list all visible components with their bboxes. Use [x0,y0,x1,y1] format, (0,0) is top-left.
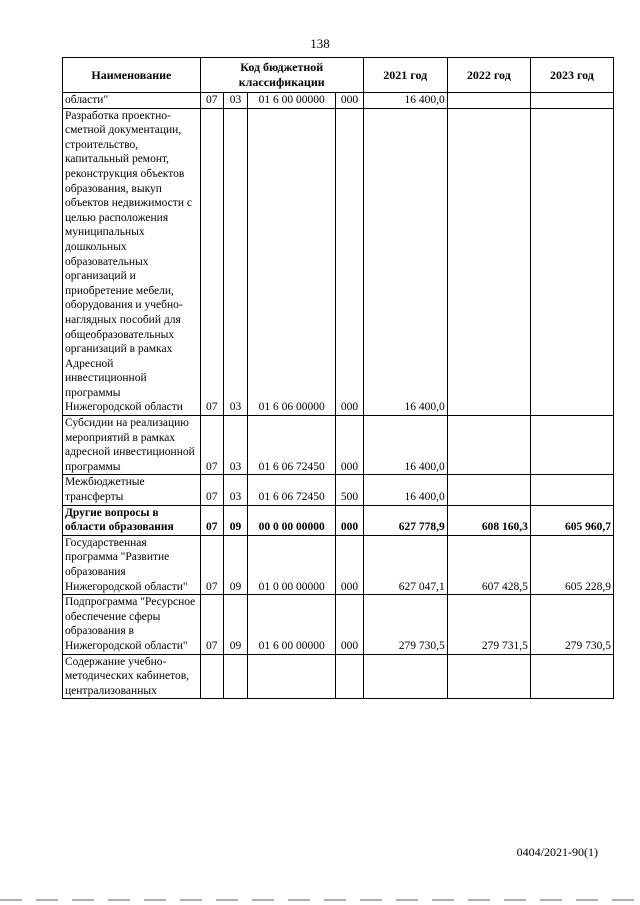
cell-2023: 605 228,9 [530,535,613,594]
cell-section: 07 [200,93,223,109]
header-2021: 2021 год [363,58,447,93]
cell-target-article: 01 6 00 00000 [248,93,336,109]
table-row [63,654,614,699]
cell-subsection: 03 [223,93,247,109]
table-row [63,475,614,505]
cell-name: области" [63,93,201,109]
scan-artifact-line [0,899,640,901]
cell-2023 [530,416,613,475]
table-body [63,93,614,699]
cell-2021 [363,654,447,699]
cell-2021: 279 730,5 [363,595,447,654]
cell-section: 07 [200,535,223,594]
cell-2022 [447,93,530,109]
cell-section [200,654,223,699]
cell-2023: 605 960,7 [530,505,613,535]
cell-expense-type: 000 [336,595,363,654]
cell-2022 [447,108,530,415]
table-row [63,108,614,415]
header-name: Наименование [63,58,201,93]
header-2022: 2022 год [447,58,530,93]
cell-2022 [447,416,530,475]
page-number: 138 [310,36,330,51]
cell-2023 [530,475,613,505]
cell-section: 07 [200,505,223,535]
cell-expense-type: 000 [336,108,363,415]
header-2023: 2023 год [530,58,613,93]
table-row [63,535,614,594]
cell-2023: 279 730,5 [530,595,613,654]
cell-2022: 279 731,5 [447,595,530,654]
cell-target-article: 00 0 00 00000 [248,505,336,535]
budget-table [62,57,614,699]
cell-2021: 16 400,0 [363,93,447,109]
cell-subsection: 03 [223,475,247,505]
cell-expense-type: 000 [336,535,363,594]
cell-2021: 16 400,0 [363,108,447,415]
table-row [63,416,614,475]
cell-subsection: 09 [223,535,247,594]
cell-2021: 627 778,9 [363,505,447,535]
cell-2022 [447,654,530,699]
header-code: Код бюджетной классификации [200,58,363,93]
cell-expense-type [336,654,363,699]
cell-target-article: 01 6 06 72450 [248,416,336,475]
table-row [63,595,614,654]
table-row [63,93,614,109]
document-code: 0404/2021-90(1) [516,845,598,859]
cell-target-article: 01 6 00 00000 [248,595,336,654]
cell-expense-type: 000 [336,93,363,109]
cell-name: Содержание учебно-методических кабинетов, централизованных [63,654,201,699]
cell-2022: 607 428,5 [447,535,530,594]
cell-section: 07 [200,108,223,415]
cell-name: Другие вопросы в области образования [63,505,201,535]
cell-name: Подпрограмма "Ресурсное обеспечение сферы образования в Нижегородской области" [63,595,201,654]
cell-target-article: 01 6 06 72450 [248,475,336,505]
cell-2022 [447,475,530,505]
cell-subsection: 09 [223,505,247,535]
cell-section: 07 [200,416,223,475]
cell-name: Межбюджетные трансферты [63,475,201,505]
cell-2023 [530,654,613,699]
cell-expense-type: 000 [336,416,363,475]
cell-2021: 627 047,1 [363,535,447,594]
cell-2022: 608 160,3 [447,505,530,535]
cell-name: Государственная программа "Развитие образования Нижегородской области" [63,535,201,594]
cell-2023 [530,93,613,109]
cell-target-article [248,654,336,699]
cell-subsection: 03 [223,416,247,475]
cell-section: 07 [200,595,223,654]
cell-target-article: 01 0 00 00000 [248,535,336,594]
cell-expense-type: 500 [336,475,363,505]
table-row [63,505,614,535]
cell-expense-type: 000 [336,505,363,535]
cell-name: Субсидии на реализацию мероприятий в рамках адресной инвестиционной программы [63,416,201,475]
cell-name: Разработка проектно-сметной документации, строительство, капитальный ремонт, реконструкция объектов образования, выкуп объектов недвижимости с целью расположения муниципальных дошкольных образовательных организаций и приобретение мебели, оборудования и учебно-наглядных пособий для общеобразовательных организаций в рамках Адресной инвестиционной программы Нижегородской области [63,108,201,415]
table-header-row [63,58,614,93]
cell-section: 07 [200,475,223,505]
cell-2023 [530,108,613,415]
cell-target-article: 01 6 06 00000 [248,108,336,415]
cell-subsection: 03 [223,108,247,415]
cell-2021: 16 400,0 [363,416,447,475]
cell-subsection: 09 [223,595,247,654]
cell-2021: 16 400,0 [363,475,447,505]
cell-subsection [223,654,247,699]
